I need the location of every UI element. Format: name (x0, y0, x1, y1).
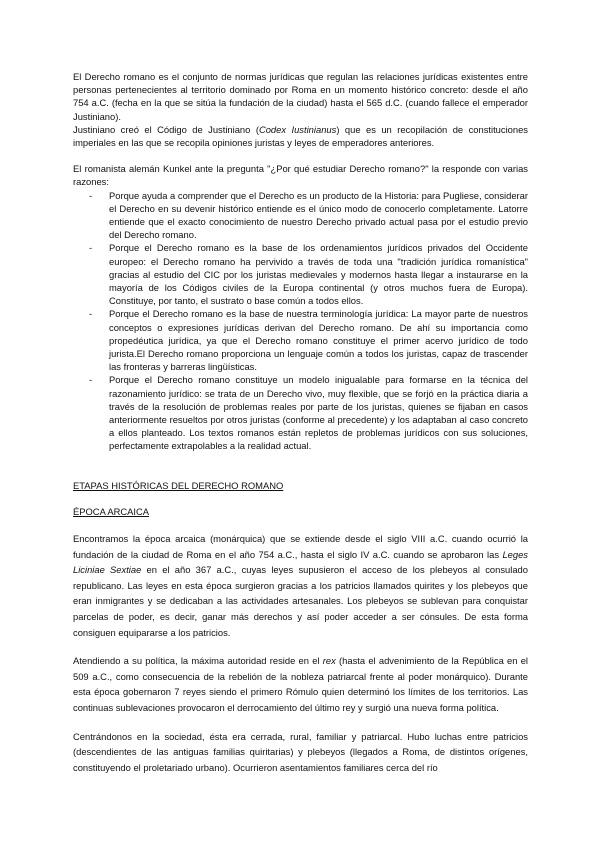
list-item (73, 241, 528, 307)
spacer (73, 518, 528, 531)
section-heading: ETAPAS HISTÓRICAS DEL DERECHO ROMANO (73, 479, 284, 491)
arcaica-paragraph-3: Centrándonos en la sociedad, ésta era cerrada, rural, familiar y patriarcal. Hubo luchas entre patricios (descendientes de las antiguas familias quiritarias) y plebeyos (llegados a Roma, de distintos orígenes, constituyendo el proletariado urbano). Ocurrieron asentamientos familiares cerca del río (73, 730, 528, 773)
bullet-dash: - (89, 242, 93, 254)
bullet-dash: - (89, 374, 93, 386)
codex-title: Codex Iustinianus (258, 123, 337, 135)
kunkel-lead: El romanista alemán Kunkel ante la pregunta "¿Por qué estudiar Derecho romano?" la responde con varias razones: (73, 163, 528, 188)
justinian-text-start: Justiniano creó el Código de Justiniano ( (73, 123, 259, 135)
reason-text: Porque el Derecho romano es la base de los ordenamientos jurídicos privados del Occidente europeo: el Derecho romano ha pervivido a través de toda una "tradición jurídica romanística" gracias al estudio del CIC por los juristas medievales y modernos hasta llegar a instaurarse en la mayoría de los Códigos civiles de la Europa continental (y otros muchos fuera de Europa). Constituye, por tanto, el sustrato o base común a todos ellos. (109, 242, 528, 307)
bullet-dash: - (89, 308, 93, 320)
reasons-list (73, 189, 528, 453)
bullet-dash: - (89, 189, 93, 201)
arcaica-p1-end: en el año 367 a.C., cuyas leyes supusieron el acceso de los plebeyos al consulado republicano. Las leyes en esta época surgieron gracias a los patricios llamados quirites y los plebeyos que eran inmigrantes y se dedicaban a las actividades artesanales. Los plebeyos se sublevan para conquistar parcelas de poder, es decir, ganar más derechos y así poder acceder a ser cónsules. De esta forma consiguen equipararse a los patricios. (73, 564, 528, 638)
spacer (73, 149, 528, 162)
leges-title: Leges Liciniae Sextiae (73, 548, 528, 576)
list-item (73, 307, 528, 373)
arcaica-p1-start: Encontramos la época arcaica (monárquica) que se extiende desde el siglo VIII a.C. cuando ocurrió la fundación de la ciudad de Roma en el año 754 a.C., hasta el siglo IV a.C. cuando se aprobaron las (73, 533, 528, 560)
list-item (73, 373, 528, 452)
intro-paragraph-justinian (73, 123, 528, 149)
list-item (73, 189, 528, 242)
arcaica-p2-end: (hasta el advenimiento de la República en el 509 a.C., como consecuencia de la rebelión de la nobleza patriarcal frente al poder monárquico). Durante esta época gobernaron 7 reyes siendo el primero Rómulo quien determinó los límites de los territorios. Las continuas sublevaciones provocaron el derrocamiento del último rey y surgió una nueva forma política. (73, 655, 528, 714)
spacer (73, 716, 528, 729)
spacer (73, 492, 528, 505)
intro-paragraph-definition: El Derecho romano es el conjunto de normas jurídicas que regulan las relaciones jurídicas existentes entre personas pertenecientes al territorio dominado por Roma en un momento histórico concreto: desde el año 754 a.C. (fecha en la que se sitúa la fundación de la ciudad) hasta el 565 d.C. (cuando fallece el emperador Justiniano). (73, 71, 528, 122)
rex-term: rex (322, 655, 336, 667)
spacer (73, 453, 528, 479)
reason-text: Porque el Derecho romano es la base de nuestra terminología jurídica: La mayor parte de nuestros conceptos o expresiones jurídicas derivan del Derecho romano. De ahí su importancia como propedéutica jurídica, ya que el Derecho romano constituye el primer acervo jurídico de todo jurista.El Derecho romano proporciona un lenguaje común a todos los juristas, capaz de trascender las fronteras y barreras lingüísticas. (109, 308, 528, 373)
arcaica-p2-start: Atendiendo a su política, la máxima autoridad reside en el (73, 655, 323, 667)
reason-text: Porque el Derecho romano constituye un modelo inigualable para formarse en la técnica del razonamiento jurídico: se trata de un Derecho vivo, muy flexible, que se forjó en la práctica diaria a través de la resolución de problemas reales por parte de los juristas, quienes se fijaban en casos anteriormente resueltos por otros juristas (conforme al precedente) y los adaptaban al caso concreto a ellos planteado. Los textos romanos están repletos de problemas jurídicos con sus soluciones, perfectamente extrapolables a la realidad actual. (109, 374, 528, 452)
document-body (73, 70, 528, 775)
arcaica-paragraph-1 (73, 531, 528, 640)
arcaica-paragraph-2 (73, 653, 528, 715)
justinian-text-end: ) que es un recopilación de constituciones imperiales en las que se recopila opiniones juristas y leyes de emperadores anteriores. (73, 123, 528, 149)
spacer (73, 640, 528, 653)
reason-text: Porque ayuda a comprender que el Derecho es un producto de la Historia: para Pugliese, considerar el Derecho en su devenir histórico entiende es el único modo de conocerlo completamente. Latorre entiende que el exacto conocimiento de nuestro Derecho privado actual pasa por el estudio previo del Derecho romano. (109, 189, 528, 241)
subsection-heading: ÉPOCA ARCAICA (73, 505, 150, 517)
